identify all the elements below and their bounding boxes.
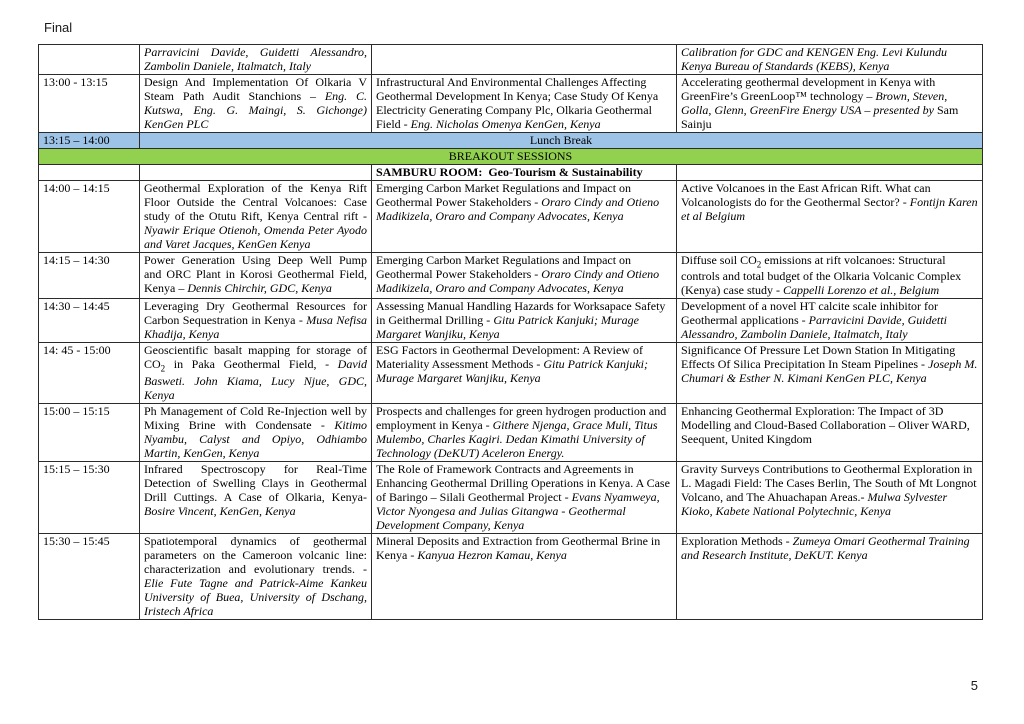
session-row [39, 181, 983, 253]
session-cell: Accelerating geothermal development in Kenya with GreenFire’s GreenLoop™ technology – Brown, Steven, Golla, Glenn, GreenFire Energy USA – presented by Sam Sainju [677, 75, 983, 133]
breakout-sessions-banner-row [39, 149, 983, 165]
session-cell: Geothermal Exploration of the Kenya Rift Floor Outside the Central Volcanoes: Case study of the Otutu Rift, Kenya Central rift - Nyawir Erique Otienoh, Omenda Peter Ayodo and Varet Jacques, KenGen Kenya [140, 181, 372, 253]
session-cell: Diffuse soil $CO_2$ emissions at rift volcanoes: Structural controls and total budget of the Olkaria Volcanic Complex (Kenya) case study - Cappelli Lorenzo et al., Belgium [677, 253, 983, 299]
schedule-table-body [39, 45, 983, 620]
session-cell: Ph Management of Cold Re-Injection well by Mixing Brine with Condensate - Kitimo Nyambu, Calyst and Opiyo, Odhiambo Martin, KenGen, Kenya [140, 403, 372, 461]
breakout-sessions-label: BREAKOUT SESSIONS [39, 149, 983, 165]
session-cell: Infrastructural And Environmental Challenges Affecting Geothermal Development In Kenya; Case Study Of Kenya Electricity Generating Company Plc, Olkaria Geothermal Field - Eng. Nicholas Omenya KenGen, Kenya [372, 75, 677, 133]
time-cell: 15:15 – 15:30 [39, 461, 140, 533]
session-cell: Mineral Deposits and Extraction from Geothermal Brine in Kenya - Kanyua Hezron Kamau, Kenya [372, 533, 677, 619]
session-cell: Leveraging Dry Geothermal Resources for Carbon Sequestration in Kenya - Musa Nefisa Khadija, Kenya [140, 299, 372, 343]
session-cell: Infrared Spectroscopy for Real-Time Detection of Swelling Clays in Geothermal Drill Cuttings. A Case of Olkaria, Kenya- Bosire Vincent, KenGen, Kenya [140, 461, 372, 533]
time-cell: 14:15 – 14:30 [39, 253, 140, 299]
session-cell [140, 165, 372, 181]
final-watermark-label: Final [44, 20, 73, 35]
session-cell: Significance Of Pressure Let Down Station In Mitigating Effects Of Silica Precipitation In Steam Pipelines - Joseph M. Chumari & Esther N. Kimani KenGen PLC, Kenya [677, 343, 983, 403]
session-row [39, 461, 983, 533]
time-cell [39, 165, 140, 181]
session-cell: Enhancing Geothermal Exploration: The Impact of 3D Modelling and Cloud-Based Collaboration – Oliver WARD, Seequent, United Kingdom [677, 403, 983, 461]
session-cell: Assessing Manual Handling Hazards for Worksapace Safety in Geithermal Drilling - Gitu Patrick Kanjuki; Murage Margaret Wanjiku, Kenya [372, 299, 677, 343]
session-row [39, 253, 983, 299]
conference-schedule-table [38, 44, 983, 620]
session-cell: Active Volcanoes in the East African Rift. What can Volcanologists do for the Geothermal Sector? - Fontijn Karen et al Belgium [677, 181, 983, 253]
session-cell: Design And Implementation Of Olkaria V Steam Path Audit Stanchions – Eng. C. Kutswa, Eng. G. Maingi, S. Gichonge) KenGen PLC [140, 75, 372, 133]
session-cell: Power Generation Using Deep Well Pump and ORC Plant in Korosi Geothermal Field, Kenya – Dennis Chirchir, GDC, Kenya [140, 253, 372, 299]
session-cell: Parravicini Davide, Guidetti Alessandro, Zambolin Daniele, Italmatch, Italy [140, 45, 372, 75]
time-cell: 14:30 – 14:45 [39, 299, 140, 343]
session-cell: Calibration for GDC and KENGEN Eng. Levi Kulundu Kenya Bureau of Standards (KEBS), Kenya [677, 45, 983, 75]
session-row [39, 343, 983, 403]
time-cell: 15:00 – 15:15 [39, 403, 140, 461]
session-row [39, 75, 983, 133]
session-row [39, 165, 983, 181]
session-row [39, 299, 983, 343]
session-cell [677, 165, 983, 181]
session-cell: Geoscientific basalt mapping for storage of $CO_2$ in Paka Geothermal Field, - David Basweti. John Kiama, Lucy Njue, GDC, Kenya [140, 343, 372, 403]
session-row [39, 45, 983, 75]
session-cell: Exploration Methods - Zumeya Omari Geothermal Training and Research Institute, DeKUT. Kenya [677, 533, 983, 619]
session-row [39, 403, 983, 461]
session-cell: SAMBURU ROOM: Geo-Tourism & Sustainability [372, 165, 677, 181]
time-cell: 13:00 - 13:15 [39, 75, 140, 133]
lunch-break-label: Lunch Break [140, 133, 983, 149]
session-cell [372, 45, 677, 75]
time-cell: 14:00 – 14:15 [39, 181, 140, 253]
session-cell: Emerging Carbon Market Regulations and Impact on Geothermal Power Stakeholders - Oraro Cindy and Otieno Madikizela, Oraro and Company Advocates, Kenya [372, 181, 677, 253]
session-cell: Emerging Carbon Market Regulations and Impact on Geothermal Power Stakeholders - Oraro Cindy and Otieno Madikizela, Oraro and Company Advocates, Kenya [372, 253, 677, 299]
time-cell: 13:15 – 14:00 [39, 133, 140, 149]
session-cell: ESG Factors in Geothermal Development: A Review of Materiality Assessment Methods - Gitu Patrick Kanjuki; Murage Margaret Wanjiku, Kenya [372, 343, 677, 403]
session-cell: Gravity Surveys Contributions to Geothermal Exploration in L. Magadi Field: The Cases Berlin, The South of Mt Longnot Volcano, and The Ahuachapan Areas.- Mulwa Sylvester Kioko, Kabete National Polytechnic, Kenya [677, 461, 983, 533]
time-cell: 15:30 – 15:45 [39, 533, 140, 619]
session-row [39, 533, 983, 619]
lunch-break-row [39, 133, 983, 149]
page-number: 5 [970, 678, 978, 693]
session-cell: The Role of Framework Contracts and Agreements in Enhancing Geothermal Drilling Operations in Kenya. A Case of Baringo – Silali Geothermal Project - Evans Nyamweya, Victor Nyongesa and Julias Gitangwa - Geothermal Development Company, Kenya [372, 461, 677, 533]
time-cell: 14: 45 - 15:00 [39, 343, 140, 403]
session-cell: Prospects and challenges for green hydrogen production and employment in Kenya - Githere Njenga, Grace Muli, Titus Mulembo, Charles Kagiri. Dedan Kimathi University of Technology (DeKUT) Aceleron Energy. [372, 403, 677, 461]
time-cell [39, 45, 140, 75]
session-cell: Spatiotemporal dynamics of geothermal parameters on the Cameroon volcanic line: characterization and evolutionary trends. - Elie Fute Tagne and Patrick-Aime Kankeu University of Buea, University of Dschang, Iristech Africa [140, 533, 372, 619]
session-cell: Development of a novel HT calcite scale inhibitor for Geothermal applications - Parravicini Davide, Guidetti Alessandro, Zambolin Daniele, Italmatch, Italy [677, 299, 983, 343]
